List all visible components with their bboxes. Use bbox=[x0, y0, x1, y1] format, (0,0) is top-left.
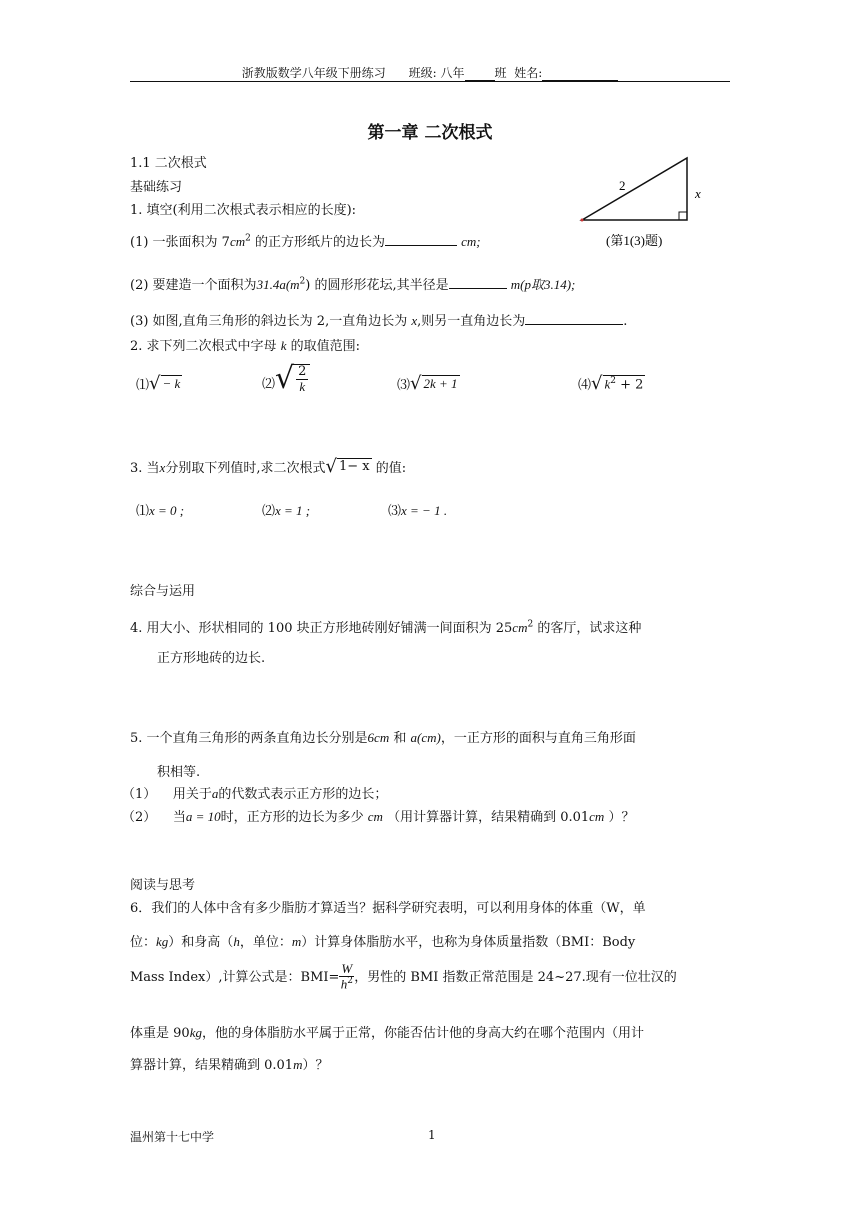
page-header bbox=[0, 64, 860, 81]
q2-item-4: ⑷ √ $k^2 + 2$ bbox=[578, 373, 644, 394]
q4-line2: 正方形地砖的边长. bbox=[157, 651, 266, 666]
triangle-figure bbox=[574, 150, 714, 250]
chapter-title: 第一章 二次根式 bbox=[367, 123, 493, 143]
q5-line1: 5. 一个直角三角形的两条直角边长分别是6cm 和 a(cm)，一正方形的面积与直角三角形面 bbox=[130, 730, 636, 746]
class-label: 班级: 八年 bbox=[408, 66, 465, 80]
q5-sub1: （1） 用关于a的代数式表示正方形的边长； bbox=[122, 786, 388, 802]
q5-line2: 积相等. bbox=[157, 765, 201, 780]
header-rule bbox=[130, 81, 730, 82]
basic-heading: 基础练习 bbox=[130, 180, 183, 195]
q6-line2: 位：kg）和身高（h，单位：m）计算身体脂肪水平，也称为身体质量指数（BMI：Body bbox=[130, 934, 636, 950]
book-title: 浙教版数学八年级下册练习 bbox=[241, 66, 386, 80]
q2-item-2: ⑵ √ $\frac{2}{k}$ bbox=[262, 364, 310, 395]
q1-p2-blank[interactable] bbox=[449, 275, 507, 289]
q2-item-1: ⑴ √ − k bbox=[136, 373, 181, 394]
q4-line1: 4. 用大小、形状相同的 100 块正方形地砖刚好铺满一间面积为 $25cm^2$ 的客厅，试求这种 bbox=[130, 619, 642, 636]
right-triangle bbox=[582, 158, 687, 220]
figure-caption: (第1(3)题) bbox=[606, 233, 663, 248]
q1-part1: (1) 一张面积为 $7cm^2$ 的正方形纸片的边长为 cm; bbox=[130, 233, 481, 250]
reading-heading: 阅读与思考 bbox=[130, 878, 196, 893]
q3-item-2: ⑵x = 1 ; bbox=[262, 503, 311, 519]
q6-line3: Mass Index）,计算公式是：BMI= $\frac{W}{h^2}$ ，男性的 BMI 指数正常范围是 24~27.现有一位壮汉的 bbox=[130, 961, 677, 992]
class-suffix: 班 bbox=[494, 66, 507, 80]
name-blank bbox=[542, 66, 618, 81]
side-label: x bbox=[695, 186, 701, 201]
q1-p3-blank[interactable] bbox=[525, 311, 623, 325]
section-label: 1.1 二次根式 bbox=[130, 156, 207, 171]
q5-sub2: （2） 当a = 10时，正方形的边长为多少 cm （用计算器计算，结果精确到 0.01cm ）？ bbox=[122, 809, 635, 825]
q1-stem: 1. 填空(利用二次根式表示相应的长度): bbox=[130, 203, 357, 218]
q2-item-3: ⑶ √ 2k + 1 bbox=[397, 373, 458, 394]
q6-line5: 算器计算，结果精确到 0.01m）？ bbox=[130, 1057, 329, 1073]
q6-line4: 体重是 90kg，他的身体脂肪水平属于正常，你能否估计他的身高大约在哪个范围内（用计 bbox=[130, 1025, 644, 1041]
class-blank bbox=[465, 66, 495, 81]
q2-stem: 2. 求下列二次根式中字母 k 的取值范围: bbox=[130, 338, 360, 354]
q3-stem: 3. 当x分别取下列值时,求二次根式 √ 1− x 的值: bbox=[130, 456, 407, 477]
footer-school: 温州第十七中学 bbox=[130, 1130, 215, 1144]
name-label: 姓名: bbox=[514, 66, 543, 80]
synthesis-heading: 综合与运用 bbox=[130, 584, 196, 599]
q1-p1-blank[interactable] bbox=[385, 232, 457, 246]
vertex-dot bbox=[581, 219, 584, 222]
q3-item-1: ⑴x = 0 ; bbox=[136, 503, 185, 519]
bmi-fraction: $\frac{W}{h^2}$ bbox=[340, 961, 353, 992]
hypotenuse-label: 2 bbox=[619, 178, 626, 193]
footer-page-number: 1 bbox=[428, 1128, 436, 1142]
q1-part3: (3) 如图,直角三角形的斜边长为 2,一直角边长为 x,则另一直角边长为 . bbox=[130, 313, 628, 329]
q3-item-3: ⑶x = − 1 . bbox=[388, 503, 448, 519]
q6-line1: 6．我们的人体中含有多少脂肪才算适当？据科学研究表明，可以利用身体的体重（W，单 bbox=[130, 901, 646, 916]
q1-part2: (2) 要建造一个面积为$31.4a(m^2)$ 的圆形形花坛,其半径是 m(p取3.14); bbox=[130, 276, 576, 293]
right-angle-mark bbox=[679, 212, 687, 220]
